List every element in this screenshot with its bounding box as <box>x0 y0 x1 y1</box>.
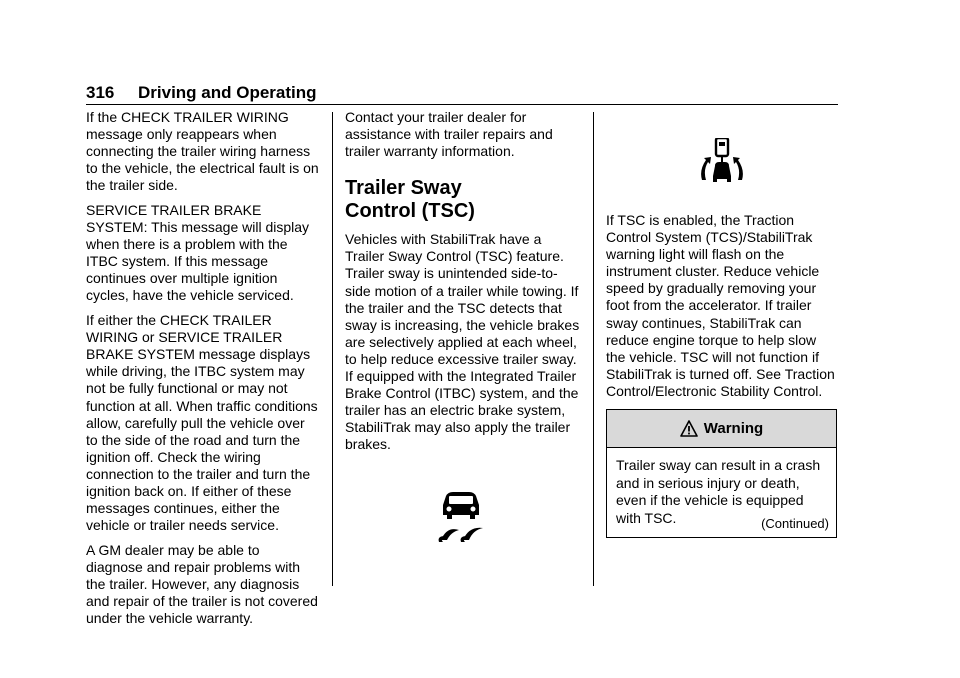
column-divider <box>332 112 333 586</box>
chapter-title: Driving and Operating <box>138 83 317 102</box>
paragraph: If the CHECK TRAILER WIRING message only reappears when connecting the trailer wiring harness to the vehicle, the electrical fault is on the trailer side. <box>86 109 319 194</box>
paragraph: Contact your trailer dealer for assistance with trailer repairs and trailer warranty information. <box>345 109 553 160</box>
column-1 <box>86 109 320 635</box>
header-rule <box>86 104 838 105</box>
column-3 <box>606 212 838 408</box>
page-header <box>86 82 838 104</box>
paragraph: A GM dealer may be able to diagnose and repair problems with the trailer. However, any diagnosis and repair of the trailer is not covered under the vehicle warranty. <box>86 541 318 627</box>
warning-triangle-icon <box>680 420 698 437</box>
warning-title: Warning <box>703 420 764 437</box>
continued-label: (Continued) <box>761 516 829 531</box>
column-2 <box>345 109 581 461</box>
paragraph: If either the CHECK TRAILER WIRING or SERVICE TRAILER BRAKE SYSTEM message displays while driving, the ITBC system may not be fully functional or may not function at all. When traffic conditions allow, carefully pull the vehicle over to the side of the road and turn the ignition off. Check the wiring connection to the trailer and turn the ignition back on. If either of these messages continues, either the vehicle or trailer needs service. <box>86 312 318 534</box>
stabilitrak-skid-icon <box>435 492 487 544</box>
page-number: 316 <box>86 83 115 102</box>
warning-box <box>606 409 837 538</box>
paragraph: If TSC is enabled, the Traction Control System (TCS)/StabiliTrak warning light will flash on the instrument cluster. Reduce vehicle speed by gradually removing your foot from the accelerator. If trailer sway continues, StabiliTrak can reduce engine torque to help slow the vehicle. TSC will not function if StabiliTrak is turned off. See Traction Control/Electronic Stability Control. <box>606 212 835 399</box>
warning-text: Trailer sway can result in a crash and in serious injury or death, even if the vehicle is equipped with TSC. <box>616 457 821 526</box>
column-divider <box>593 112 594 586</box>
section-title: Trailer Sway Control (TSC) <box>345 177 475 223</box>
trailer-sway-icon <box>700 138 744 184</box>
warning-header <box>607 410 836 448</box>
paragraph: SERVICE TRAILER BRAKE SYSTEM: This message will display when there is a problem with the ITBC system. If this message continues over multiple ignition cycles, have the vehicle serviced. <box>86 201 310 304</box>
paragraph: Vehicles with StabiliTrak have a Trailer Sway Control (TSC) feature. Trailer sway is unintended side-to-side motion of a trailer while towing. If the trailer and the TSC detects that sway is increasing, the vehicle brakes are selectively applied at each wheel, to help reduce excessive trailer sway. If equipped with the Integrated Trailer Brake Control (ITBC) system, and the trailer has an electric brake system, StabiliTrak may also apply the trailer brakes. <box>345 231 580 453</box>
